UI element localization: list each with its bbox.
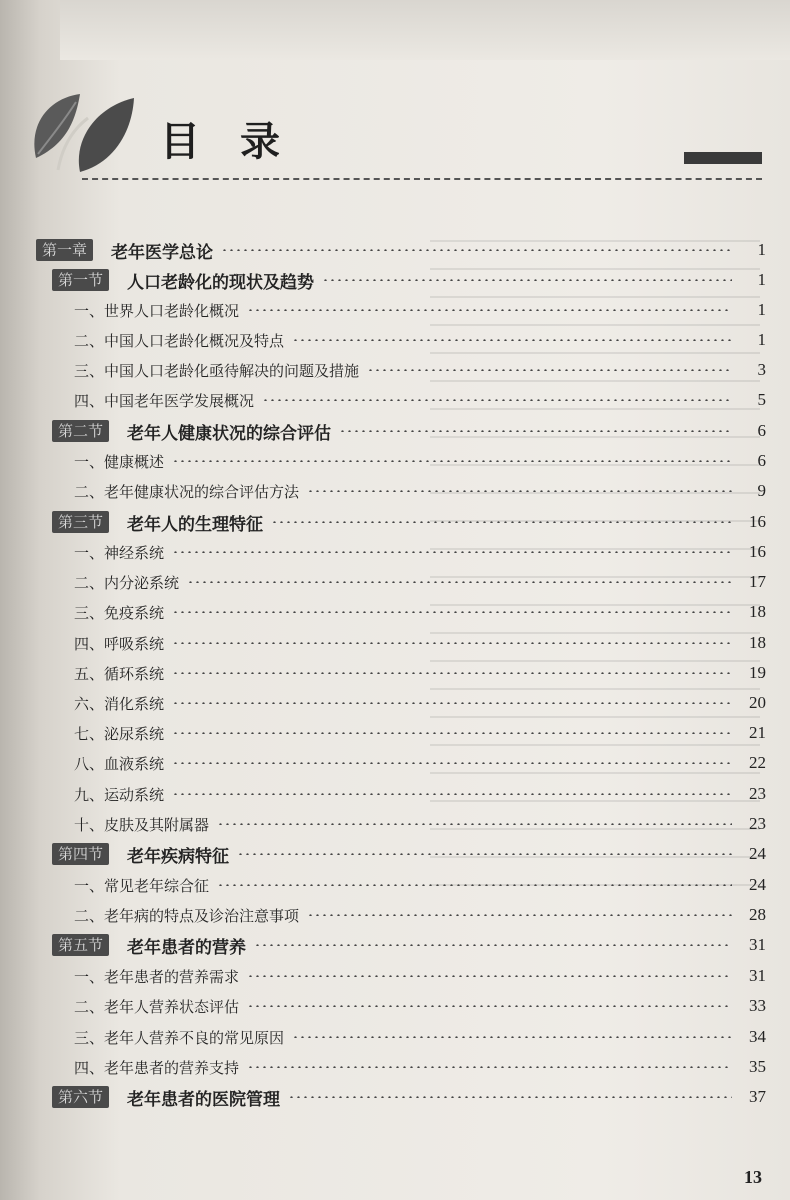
toc-subsection <box>0 779 790 809</box>
dot-leader <box>247 1066 732 1068</box>
toc-title: 九、运动系统 <box>74 785 165 804</box>
toc-title: 六、消化系统 <box>74 694 165 713</box>
dot-leader <box>247 1005 732 1007</box>
toc-prefix: 第四节 <box>52 843 109 865</box>
toc-title: 一、神经系统 <box>74 543 165 562</box>
toc-page-number: 20 <box>749 693 766 712</box>
dot-leader <box>247 975 732 977</box>
toc-page-number: 24 <box>749 844 766 863</box>
toc-subsection <box>0 1022 790 1052</box>
dot-leader <box>172 793 732 795</box>
toc-chapter <box>0 235 790 265</box>
dot-leader <box>217 823 732 825</box>
toc-page-number: 37 <box>749 1087 766 1106</box>
toc-title: 人口老龄化的现状及趋势 <box>127 272 315 293</box>
toc-page-number: 18 <box>749 633 766 652</box>
dot-leader <box>187 581 732 583</box>
dot-leader <box>262 399 732 401</box>
toc-title: 二、内分泌系统 <box>74 573 180 592</box>
toc-section <box>0 416 790 446</box>
dot-leader <box>217 884 732 886</box>
toc-page-number: 16 <box>749 542 766 561</box>
toc-page-number: 23 <box>749 814 766 833</box>
toc-page-number: 18 <box>749 602 766 621</box>
toc-prefix: 第六节 <box>52 1086 109 1108</box>
dot-leader <box>172 642 732 644</box>
toc-subsection <box>0 718 790 748</box>
toc-page-number: 16 <box>749 512 766 531</box>
toc-page-number: 1 <box>757 300 766 319</box>
toc-subsection <box>0 991 790 1021</box>
dot-leader <box>288 1096 732 1098</box>
toc-title: 二、中国人口老龄化概况及特点 <box>74 331 285 350</box>
toc-page-number: 33 <box>749 996 766 1015</box>
toc-page-number: 31 <box>749 966 766 985</box>
toc-subsection <box>0 476 790 506</box>
toc-title: 三、老年人营养不良的常见原因 <box>74 1028 285 1047</box>
toc-title: 老年疾病特征 <box>127 846 230 867</box>
toc-page-number: 1 <box>757 240 766 259</box>
toc-page-number: 19 <box>749 663 766 682</box>
dot-leader <box>172 762 732 764</box>
toc-page-number: 1 <box>757 330 766 349</box>
toc-subsection <box>0 385 790 415</box>
dot-leader <box>221 249 732 251</box>
toc-section <box>0 930 790 960</box>
toc-page-number: 6 <box>757 451 766 470</box>
toc-section <box>0 1082 790 1112</box>
dot-leader <box>307 914 732 916</box>
toc-prefix: 第一节 <box>52 269 109 291</box>
dot-leader <box>237 853 732 855</box>
toc-title: 二、老年病的特点及诊治注意事项 <box>74 906 300 925</box>
toc-title: 一、健康概述 <box>74 452 165 471</box>
toc-prefix: 第五节 <box>52 934 109 956</box>
dot-leader <box>367 369 732 371</box>
toc-title: 八、血液系统 <box>74 754 165 773</box>
title-divider <box>82 178 762 180</box>
dot-leader <box>322 279 732 281</box>
dot-leader <box>172 702 732 704</box>
toc-title: 二、老年健康状况的综合评估方法 <box>74 482 300 501</box>
toc-page-number: 24 <box>749 875 766 894</box>
toc-subsection <box>0 355 790 385</box>
toc-title: 老年人的生理特征 <box>127 514 264 535</box>
toc-subsection <box>0 900 790 930</box>
dot-leader <box>172 672 732 674</box>
toc-page-number: 23 <box>749 784 766 803</box>
toc-title: 二、老年人营养状态评估 <box>74 997 240 1016</box>
toc-title: 老年人健康状况的综合评估 <box>127 423 332 444</box>
toc-page-number: 5 <box>757 390 766 409</box>
toc-title: 四、老年患者的营养支持 <box>74 1058 240 1077</box>
toc-subsection <box>0 537 790 567</box>
dot-leader <box>172 732 732 734</box>
toc-subsection <box>0 688 790 718</box>
toc-subsection <box>0 295 790 325</box>
dot-leader <box>292 339 732 341</box>
dot-leader <box>271 521 732 523</box>
toc-subsection <box>0 1052 790 1082</box>
dot-leader <box>172 460 732 462</box>
toc-subsection <box>0 961 790 991</box>
toc-title: 三、免疫系统 <box>74 603 165 622</box>
toc-subsection <box>0 809 790 839</box>
toc-subsection <box>0 446 790 476</box>
page-title: 目录 <box>160 118 320 165</box>
toc-title: 一、世界人口老龄化概况 <box>74 301 240 320</box>
toc-section <box>0 839 790 869</box>
toc-title: 老年医学总论 <box>111 242 214 263</box>
toc-page-number: 35 <box>749 1057 766 1076</box>
toc-page-number: 6 <box>757 421 766 440</box>
toc-title: 七、泌尿系统 <box>74 724 165 743</box>
toc-page-number: 34 <box>749 1027 766 1046</box>
page-number: 13 <box>744 1167 762 1187</box>
toc-page-number: 9 <box>757 481 766 500</box>
dot-leader <box>247 309 732 311</box>
toc-subsection <box>0 748 790 778</box>
toc-page-number: 28 <box>749 905 766 924</box>
toc-prefix: 第二节 <box>52 420 109 442</box>
toc-subsection <box>0 628 790 658</box>
toc-section <box>0 265 790 295</box>
toc-title: 老年患者的营养 <box>127 937 247 958</box>
toc-title: 四、中国老年医学发展概况 <box>74 391 255 410</box>
toc-title: 十、皮肤及其附属器 <box>74 815 210 834</box>
toc-title: 五、循环系统 <box>74 664 165 683</box>
toc-title: 一、老年患者的营养需求 <box>74 967 240 986</box>
toc-subsection <box>0 597 790 627</box>
toc-page-number: 22 <box>749 753 766 772</box>
toc-prefix: 第三节 <box>52 511 109 533</box>
toc-page-number: 1 <box>757 270 766 289</box>
toc-title: 老年患者的医院管理 <box>127 1089 281 1110</box>
leaf-logo-icon <box>28 88 138 178</box>
toc-subsection <box>0 870 790 900</box>
toc-subsection <box>0 658 790 688</box>
dot-leader <box>254 944 732 946</box>
top-shadow-strip <box>60 0 790 60</box>
toc-page-number: 31 <box>749 935 766 954</box>
dot-leader <box>172 551 732 553</box>
toc-prefix: 第一章 <box>36 239 93 261</box>
toc-page-number: 21 <box>749 723 766 742</box>
toc-subsection <box>0 567 790 597</box>
toc-page-number: 3 <box>757 360 766 379</box>
toc-section <box>0 507 790 537</box>
toc-title: 一、常见老年综合征 <box>74 876 210 895</box>
dot-leader <box>292 1036 732 1038</box>
dot-leader <box>172 611 732 613</box>
dot-leader <box>307 490 732 492</box>
toc-page-number: 17 <box>749 572 766 591</box>
toc-subsection <box>0 325 790 355</box>
title-accent-bar <box>684 152 762 164</box>
toc-title: 四、呼吸系统 <box>74 634 165 653</box>
toc-title: 三、中国人口老龄化亟待解决的问题及措施 <box>74 361 360 380</box>
dot-leader <box>339 430 732 432</box>
